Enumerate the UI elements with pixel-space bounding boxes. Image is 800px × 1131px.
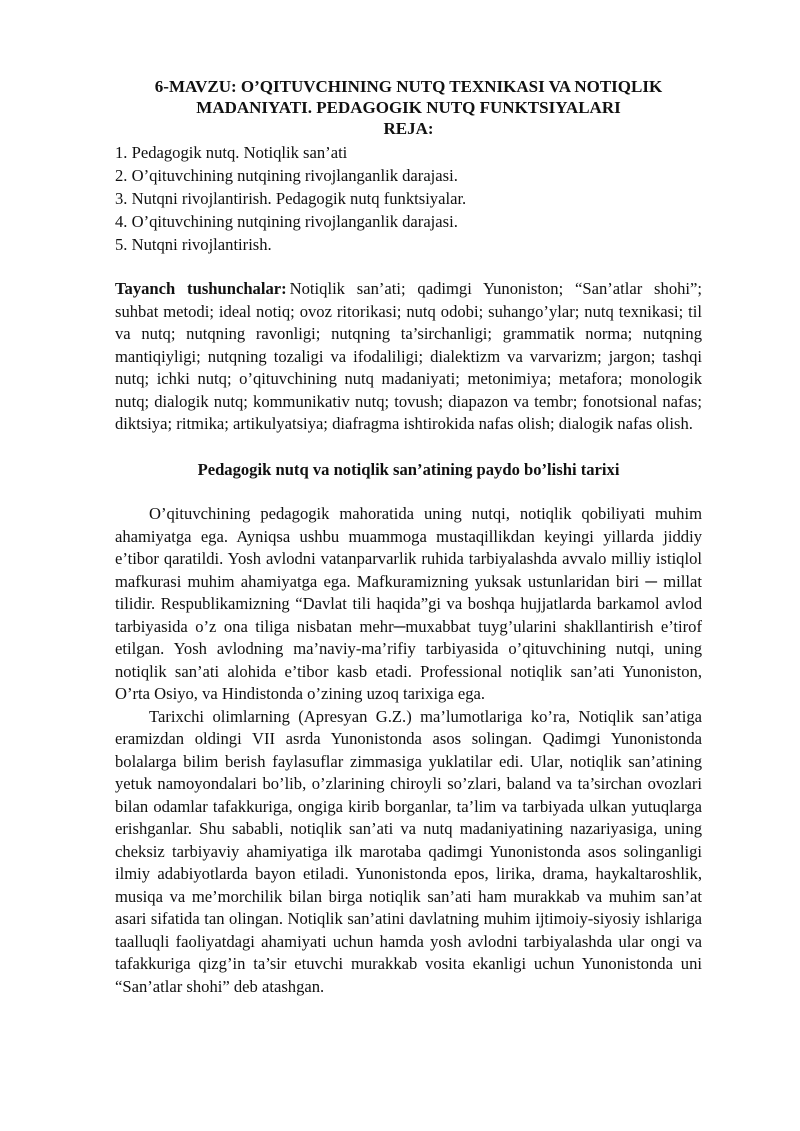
key-concepts-label: Tayanch tushunchalar: (115, 279, 287, 298)
section-heading: Pedagogik nutq va notiqlik san’atining paydo bo’lishi tarixi (197, 459, 620, 479)
document-title (115, 76, 702, 118)
plan-item: 3. Nutqni rivojlantirish. Pedagogik nutq funktsiyalar. (115, 189, 467, 208)
plan-item: 5. Nutqni rivojlantirish. (115, 235, 272, 254)
key-concepts-text: Notiqlik san’ati; qadimgi Yunoniston; “San’atlar shohi”; suhbat metodi; ideal notiq; ovoz ritorikasi; nutq odobi; suhango’ylar; nutq texnikasi; til va nutq; nutqning ravonligi; nutqning ta’sirchanligi; grammatik norma; nutqning mantiqiyligi; nutqning tozaligi va ifodaliligi; dialektizm va varvarizm; jargon; tashqi nutq; ichki nutq; o’qituvchining nutq madaniyati; metonimiya; metafora; monologik nutq; dialogik nutq; kommunikativ nutq; tovush; diapazon va tembr; fonotsional nafas; diktsiya; ritmika; artikulyatsiya; diafragma ishtirokida nafas olish; dialogik nafas olish. (115, 279, 702, 433)
body-paragraph: O’qituvchining pedagogik mahoratida uning nutqi, notiqlik qobiliyati muhim ahamiyatga ega. Ayniqsa ushbu muammoga mustaqillikdan keyingi yillarda jiddiy e’tibor qaratildi. Yosh avlodni vatanparvarlik ruhida tarbiyalashda avvalo milliy istiqlol mafkurasi muhim ahamiyatga ega. Mafkuramizning yuksak ustunlaridan biri ─ millat tilidir. Respublikamizning “Davlat tili haqida”gi va boshqa hujjatlarda barkamol avlod tarbiyasida o’z ona tiliga nisbatan mehr─muxabbat tuyg’ularini shakllantirish e’tirof etilgan. Yosh avlodning ma’naviy-ma’rifiy tarbiyasida o’qituvchining nutqi, uning notiqlik san’ati alohida e’tibor kasb etadi. Professional notiqlik san’ati Yunoniston, O’rta Osiyo, va Hindistonda o’zining uzoq tarixiga ega. (115, 504, 702, 703)
plan-item: 4. O’qituvchining nutqining rivojlanganlik darajasi. (115, 212, 458, 231)
plan-item: 1. Pedagogik nutq. Notiqlik san’ati (115, 143, 348, 162)
plan-heading: REJA: (383, 119, 434, 138)
plan-list (115, 141, 702, 256)
document-page (115, 76, 702, 998)
key-concepts (115, 278, 702, 436)
plan-item: 2. O’qituvchining nutqining rivojlanganlik darajasi. (115, 166, 458, 185)
title-line-1: 6-MAVZU: O’QITUVCHINING NUTQ TEXNIKASI VA NOTIQLIK (154, 77, 663, 96)
title-line-2: MADANIYATI. PEDAGOGIK NUTQ FUNKTSIYALARI (196, 98, 621, 117)
body-paragraph: Tarixchi olimlarning (Apresyan G.Z.) ma’lumotlariga ko’ra, Notiqlik san’atiga eramizdan oldingi VII asrda Yunonistonda asos solingan. Qadimgi Yunonistonda bolalarga bilim berish faylasuflar zimmasiga yuklatilar edi. Ular, notiqlik san’atining yetuk namoyondalari bo’lib, o’zlarining chiroyli so’zlari, baland va ta’sirchan ovozlari bilan odamlar tafakkuriga, ongiga kirib borganlar, ta’lim va tarbiyada ulkan yutuqlarga erishganlar. Shu sababli, notiqlik san’ati va nutq madaniyatining nazariyasiga, uning cheksiz tarbiyaviy ahamiyatiga ilk marotaba qadimgi Yunonistonda asos solinganligi ilmiy adabiyotlarda bayon etiladi. Yunonistonda epos, lirika, drama, haykaltaroshlik, musiqa va me’morchilik bilan birga notiqlik san’ati ham murakkab va muhim san’at asari sifatida tan olingan. Notiqlik san’atini davlatning muhim ijtimoiy-siyosiy ishlariga taalluqli faoliyatdagi ahamiyati uchun hamda yosh avlodni tarbiyalashda ular ongi va tafakkuriga qizg’in ta’sir etuvchi murakkab vosita ekanligi uchun Yunonistonda uni “San’atlar shohi” deb atashgan. (115, 706, 702, 996)
